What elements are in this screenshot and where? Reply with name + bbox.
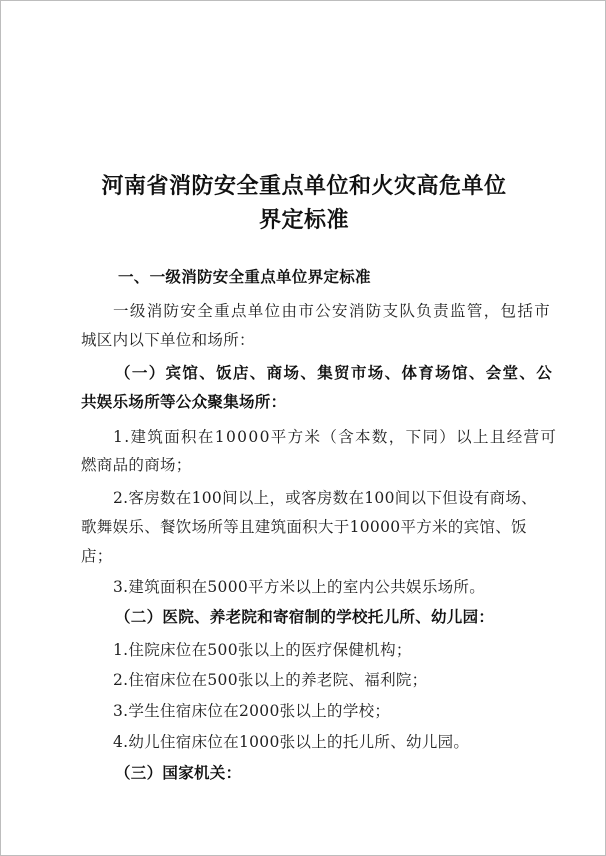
- paragraph-line: 城区内以下单位和场所：: [81, 331, 255, 349]
- list-item-cont: 店；: [81, 547, 113, 565]
- paragraph-line: 一级消防安全重点单位由市公安消防支队负责监管，包括市: [113, 302, 552, 320]
- document-title-line-1: 河南省消防安全重点单位和火灾高危单位: [101, 173, 507, 199]
- subsection-heading-1-cont: 共娱乐场所等公众聚集场所：: [81, 393, 287, 411]
- list-item: 1.住院床位在500张以上的医疗保健机构；: [113, 641, 412, 659]
- list-item: 3.建筑面积在5000平方米以上的室内公共娱乐场所。: [113, 578, 486, 596]
- list-item: 2.客房数在100间以上，或客房数在100间以下但设有商场、: [113, 489, 537, 507]
- list-item-cont: 燃商品的商场；: [81, 456, 192, 474]
- list-item: 2.住宿床位在500张以上的养老院、福利院；: [113, 671, 428, 689]
- list-item-cont: 歌舞娱乐、餐饮场所等且建筑面积大于10000平方米的宾馆、饭: [81, 518, 527, 536]
- subsection-heading-1: （一）宾馆、饭店、商场、集贸市场、体育场馆、会堂、公: [115, 364, 554, 382]
- document-title-line-2: 界定标准: [258, 207, 349, 233]
- section-heading-1: 一、一级消防安全重点单位界定标准: [118, 268, 371, 286]
- list-item: 3.学生住宿床位在2000张以上的学校；: [113, 702, 391, 720]
- list-item: 1.建筑面积在10000平方米（含本数，下同）以上且经营可: [113, 428, 558, 446]
- subsection-heading-3: （三）国家机关：: [115, 764, 242, 782]
- list-item: 4.幼儿住宿床位在1000张以上的托儿所、幼儿园。: [113, 733, 470, 751]
- subsection-heading-2: （二）医院、养老院和寄宿制的学校托儿所、幼儿园：: [115, 608, 495, 626]
